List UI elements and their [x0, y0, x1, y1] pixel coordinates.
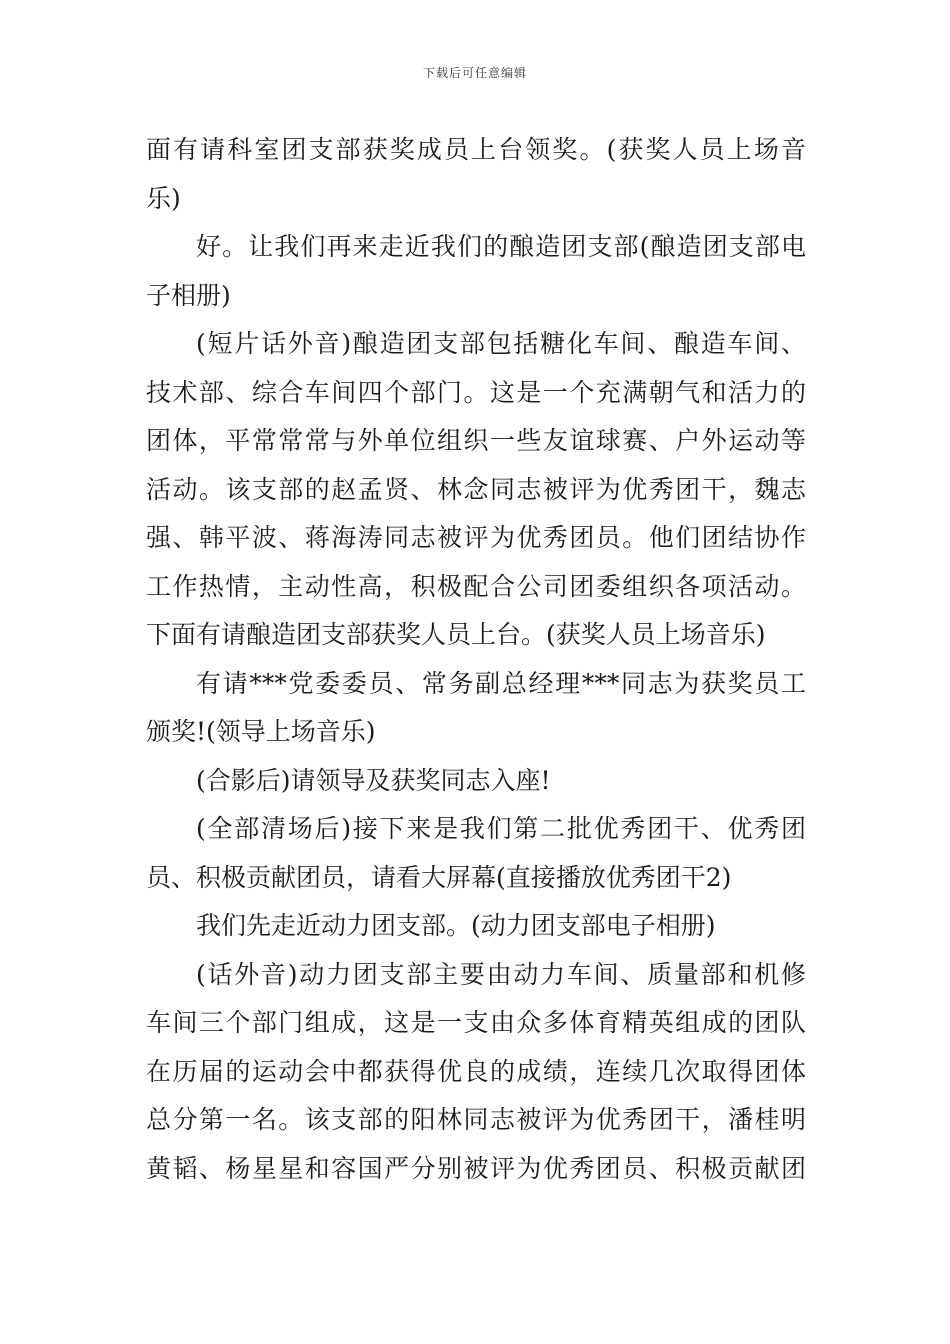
text-line: 乐) — [146, 183, 181, 213]
text-line: (短片话外音)酿造团支部包括糖化车间、酿造车间、 — [196, 329, 806, 358]
text-line: (话外音)动力团支部主要由动力车间、质量部和机修 — [196, 959, 806, 989]
text-line: 子相册) — [146, 280, 231, 310]
text-line: 强、韩平波、蒋海涛同志被评为优秀团员。他们团结协作 — [146, 523, 806, 552]
text-line: 下面有请酿造团支部获奖人员上台。(获奖人员上场音乐) — [146, 620, 766, 649]
text-line: 技术部、综合车间四个部门。这是一个充满朝气和活力的 — [146, 377, 806, 407]
text-line: 总分第一名。该支部的阳林同志被评为优秀团干，潘桂明 — [146, 1105, 806, 1134]
text-line: 团体，平常常常与外单位组织一些友谊球赛、户外运动等 — [146, 426, 806, 455]
text-line: 好。让我们再来走近我们的酿造团支部(酿造团支部电 — [196, 232, 806, 261]
page-header-note: 下载后可任意编辑 — [422, 66, 527, 80]
text-line: 黄韬、杨星星和容国严分别被评为优秀团员、积极贡献团 — [146, 1153, 806, 1183]
text-line: 面有请科室团支部获奖成员上台领奖。(获奖人员上场音 — [146, 135, 806, 164]
document-body — [146, 126, 806, 1193]
text-line: 工作热情，主动性高，积极配合公司团委组织各项活动。 — [146, 571, 806, 601]
text-line: 活动。该支部的赵孟贤、林念同志被评为优秀团干，魏志 — [146, 474, 806, 504]
text-line: (合影后)请领导及获奖同志入座! — [196, 765, 551, 795]
text-line: 员、积极贡献团员，请看大屏幕(直接播放优秀团干2) — [146, 862, 732, 892]
text-line: 在历届的运动会中都获得优良的成绩，连续几次取得团体 — [146, 1056, 806, 1086]
text-line: 有请***党委委员、常务副总经理***同志为获奖员工 — [196, 668, 806, 698]
text-line: 颁奖!(领导上场音乐) — [146, 717, 376, 746]
text-line: 车间三个部门组成，这是一支由众多体育精英组成的团队 — [146, 1008, 806, 1037]
text-line: (全部清场后)接下来是我们第二批优秀团干、优秀团 — [196, 814, 806, 843]
text-line: 我们先走近动力团支部。(动力团支部电子相册) — [196, 911, 716, 940]
